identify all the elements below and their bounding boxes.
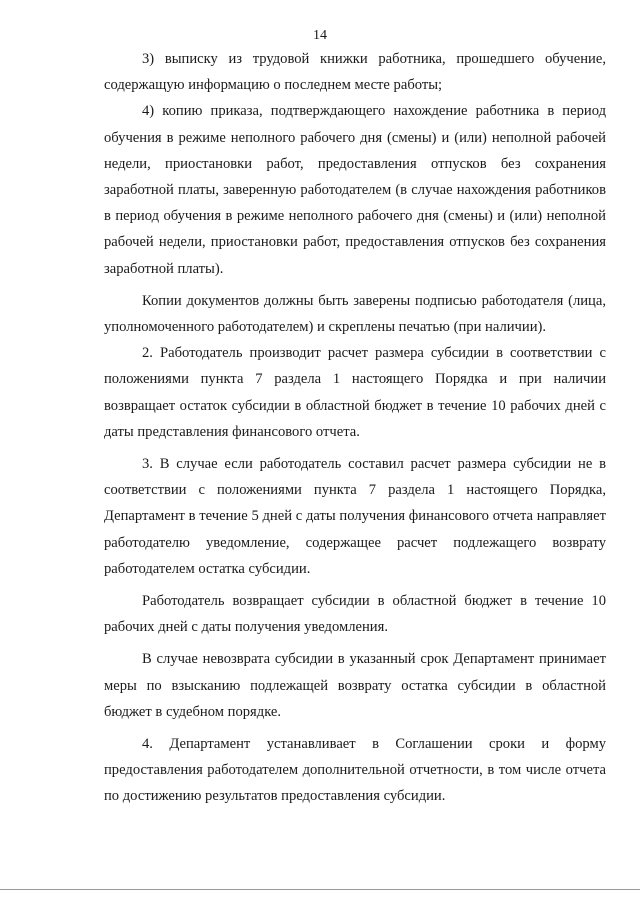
paragraph-return: Работодатель возвращает субсидии в областной бюджет в течение 10 рабочих дней с даты получения уведомления. (104, 593, 606, 636)
paragraph-nonreturn: В случае невозврата субсидии в указанный срок Департамент принимает меры по взысканию подлежащей возврату остатка субсидии в областной бюджет в судебном порядке. (104, 651, 606, 720)
bottom-rule (0, 889, 640, 890)
paragraph-clause-2: 2. Работодатель производит расчет размера субсидии в соответствии с положениями пункта 7 раздела 1 настоящего Порядка и при наличии возвращает остаток субсидии в областной бюджет в течение 10 рабочих дней с даты представления финансового отчета. (104, 345, 606, 440)
paragraph-copies: Копии документов должны быть заверены подписью работодателя (лица, уполномоченного работодателем) и скреплены печатью (при наличии). (104, 292, 606, 336)
paragraph-clause-4: 4. Департамент устанавливает в Соглашении сроки и форму предоставления работодателем дополнительной отчетности, в том числе отчета по достижению результатов предоставления субсидии. (104, 736, 606, 805)
paragraph-item-4: 4) копию приказа, подтверждающего нахождение работника в период обучения в режиме неполного рабочего дня (смены) и (или) неполной рабочей недели, приостановки работ, предоставления отпусков без сохранения заработной платы, заверенную работодателем (в случае нахождения работников в период обучения в режиме неполного рабочего дня (смены) и (или) неполной рабочей недели, приостановки работ, предоставления отпусков без сохранения заработной платы). (104, 103, 606, 277)
document-body (104, 46, 606, 810)
paragraph-clause-3: 3. В случае если работодатель составил расчет размера субсидии не в соответствии с положениями пункта 7 раздела 1 настоящего Порядка, Департамент в течение 5 дней с даты получения финансового отчета направляет работодателю уведомление, содержащее расчет подлежащего возврату работодателем остатка субсидии. (104, 456, 606, 577)
page-number: 14 (313, 28, 327, 43)
paragraph-item-3: 3) выписку из трудовой книжки работника, прошедшего обучение, содержащую информацию о последнем месте работы; (104, 51, 606, 94)
